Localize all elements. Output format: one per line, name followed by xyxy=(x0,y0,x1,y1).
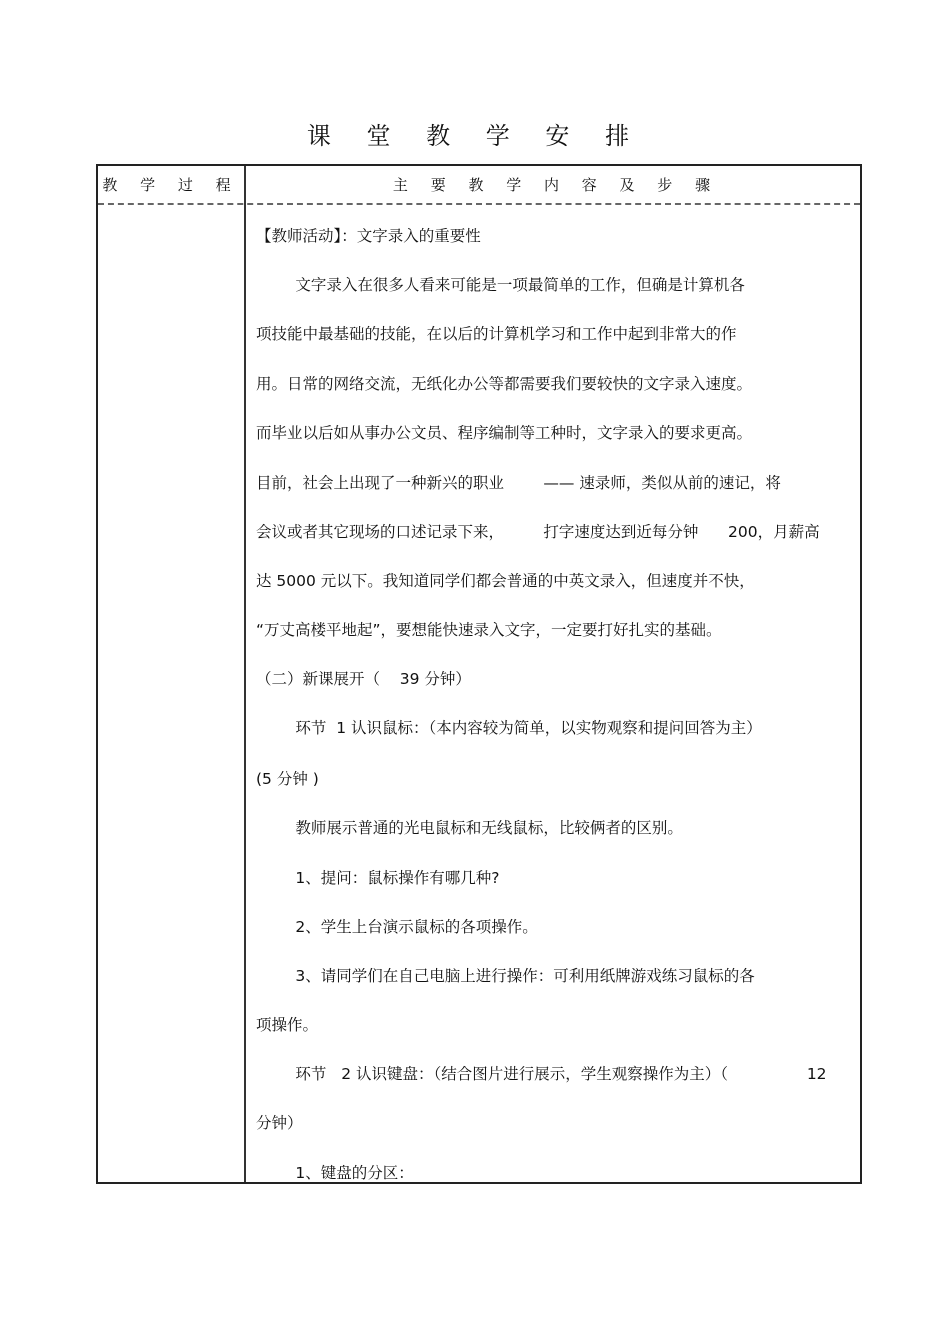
content-line: 环节 1 认识鼠标：（本内容较为简单，以实物观察和提问回答为主） xyxy=(256,719,762,737)
content-line: 环节 2 认识键盘：（结合图片进行展示，学生观察操作为主）（ 12 xyxy=(256,1065,827,1083)
content-line: 会议或者其它现场的口述记录下来， 打字速度达到近每分钟 200，月薪高 xyxy=(256,523,820,541)
page-title: 课 堂 教 学 安 排 xyxy=(306,122,644,150)
content-line: 教师展示普通的光电鼠标和无线鼠标，比较俩者的区别。 xyxy=(256,819,683,837)
content-line: 文字录入在很多人看来可能是一项最简单的工作，但确是计算机各 xyxy=(256,276,745,294)
list-item: 1、提问：鼠标操作有哪几种? xyxy=(256,869,500,887)
column-divider xyxy=(244,166,246,1182)
lesson-plan-table xyxy=(96,164,862,1184)
header-divider xyxy=(98,203,860,205)
content-line: 【教师活动】：文字录入的重要性 xyxy=(256,227,481,245)
list-item: 1、键盘的分区： xyxy=(256,1164,414,1182)
content-line: (5 分钟 ) xyxy=(256,770,319,788)
list-item: 3、请同学们在自己电脑上进行操作：可利用纸牌游戏练习鼠标的各 xyxy=(256,967,755,985)
section-heading: （二）新课展开（ 39 分钟） xyxy=(256,670,471,688)
content-line: 项操作。 xyxy=(256,1016,319,1034)
column-header-process: 教 学 过 程 xyxy=(102,176,240,194)
content-line: 目前，社会上出现了一种新兴的职业 —— 速录师，类似从前的速记，将 xyxy=(256,474,781,492)
column-header-content: 主 要 教 学 内 容 及 步 骤 xyxy=(392,176,720,194)
content-line: 而毕业以后如从事办公文员、程序编制等工种时，文字录入的要求更高。 xyxy=(256,424,753,442)
content-line: “万丈高楼平地起”，要想能快速录入文字，一定要打好扎实的基础。 xyxy=(256,621,722,639)
content-line: 达 5000 元以下。我知道同学们都会普通的中英文录入，但速度并不快， xyxy=(256,572,755,590)
list-item: 2、学生上台演示鼠标的各项操作。 xyxy=(256,918,538,936)
content-line: 分钟） xyxy=(256,1114,303,1132)
content-line: 项技能中最基础的技能，在以后的计算机学习和工作中起到非常大的作 xyxy=(256,325,737,343)
content-line: 用。日常的网络交流，无纸化办公等都需要我们要较快的文字录入速度。 xyxy=(256,375,753,393)
